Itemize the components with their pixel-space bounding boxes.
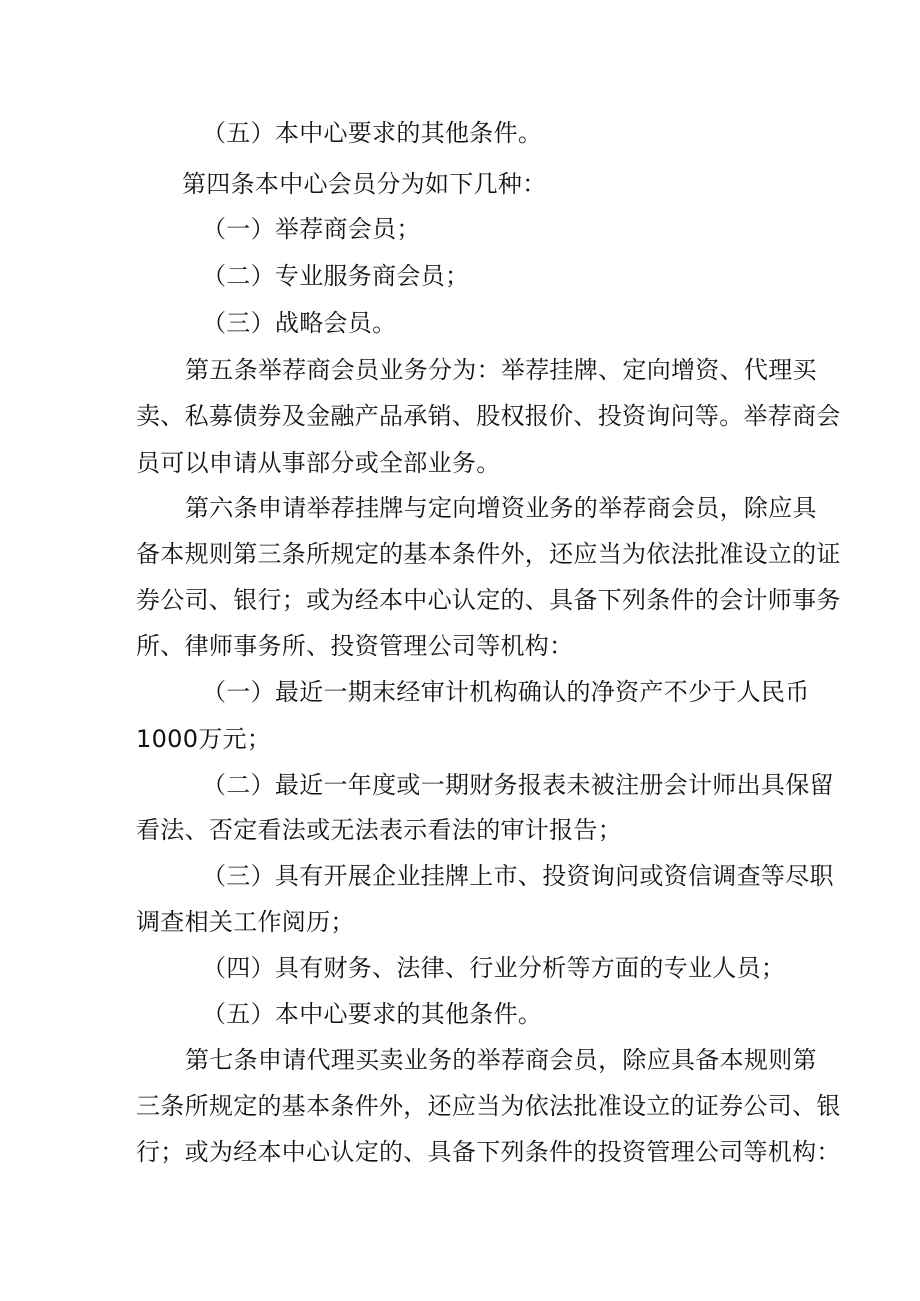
text-line-8: 员可以申请从事部分或全部业务。 xyxy=(136,449,501,477)
text-line-19: （四）具有财务、法律、行业分析等方面的专业人员； xyxy=(202,954,786,982)
text-line-4: （二）专业服务商会员； xyxy=(202,262,470,290)
text-line-16: 看法、否定看法或无法表示看法的审计报告； xyxy=(136,816,622,844)
text-line-10: 备本规则第三条所规定的基本条件外，还应当为依法批准设立的证 xyxy=(136,540,841,568)
text-line-7: 卖、私募债券及金融产品承销、股权报价、投资询问等。举荐商会 xyxy=(136,402,841,430)
text-line-15: （二）最近一年度或一期财务报表未被注册会计师出具保留 xyxy=(202,771,834,799)
text-line-9: 第六条申请举荐挂牌与定向增资业务的举荐商会员，除应具 xyxy=(185,494,817,522)
text-line-17: （三）具有开展企业挂牌上市、投资询问或资信调查等尽职 xyxy=(202,862,834,890)
text-line-3: （一）举荐商会员； xyxy=(202,215,421,243)
text-line-1: （五）本中心要求的其他条件。 xyxy=(202,119,543,147)
text-line-22: 三条所规定的基本条件外，还应当为依法批准设立的证券公司、银 xyxy=(136,1092,841,1120)
text-line-6: 第五条举荐商会员业务分为：举荐挂牌、定向增资、代理买 xyxy=(185,356,817,384)
text-line-14: 1000万元； xyxy=(136,725,272,753)
text-line-21: 第七条申请代理买卖业务的举荐商会员，除应具备本规则第 xyxy=(185,1046,817,1074)
text-line-11: 券公司、银行；或为经本中心认定的、具备下列条件的会计师事务 xyxy=(136,586,841,614)
text-line-5: （三）战略会员。 xyxy=(202,309,397,337)
text-line-20: （五）本中心要求的其他条件。 xyxy=(202,1000,543,1028)
text-line-18: 调查相关工作阅历； xyxy=(136,908,355,936)
text-line-13: （一）最近一期末经审计机构确认的净资产不少于人民币 xyxy=(202,678,810,706)
text-line-23: 行；或为经本中心认定的、具备下列条件的投资管理公司等机构： xyxy=(136,1138,841,1166)
text-line-2: 第四条本中心会员分为如下几种： xyxy=(182,170,547,198)
text-line-12: 所、律师事务所、投资管理公司等机构： xyxy=(136,632,574,660)
